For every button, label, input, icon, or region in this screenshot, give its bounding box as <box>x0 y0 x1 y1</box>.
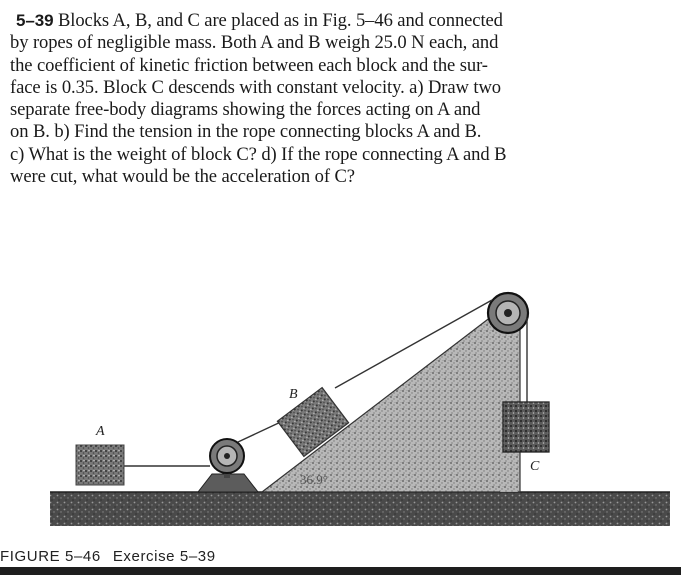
angle-label: 36.9° <box>300 472 328 487</box>
figure-caption-label: FIGURE 5–46 <box>0 548 101 565</box>
problem-text <box>10 10 650 188</box>
rope-pulley-to-b <box>238 420 285 442</box>
figure-caption <box>0 548 216 565</box>
ground-surface <box>50 492 670 526</box>
problem-line-2: by ropes of negligible mass. Both A and B weigh 25.0 N each, and <box>10 32 499 54</box>
figure-caption-title: Exercise 5–39 <box>112 548 216 565</box>
page-bottom-edge <box>0 567 681 575</box>
block-c <box>503 402 549 452</box>
inclined-plane <box>262 310 520 492</box>
figure-illustration <box>0 270 681 555</box>
problem-line-1: 5–39 Blocks A, B, and C are placed as in Fig. 5–46 and connected <box>16 10 503 31</box>
problem-line-7: c) What is the weight of block C? d) If the rope connecting A and B <box>10 143 507 165</box>
problem-number: 5–39 <box>16 11 54 30</box>
problem-line-4: face is 0.35. Block C descends with constant velocity. a) Draw two <box>10 76 502 98</box>
figure-5-46 <box>0 270 681 555</box>
problem-line-3: the coefficient of kinetic friction between each block and the sur- <box>10 54 488 76</box>
block-c-label: C <box>530 459 540 474</box>
problem-line-6: on B. b) Find the tension in the rope connecting blocks A and B. <box>10 121 482 143</box>
block-b-label: B <box>289 387 298 402</box>
problem-line-5: separate free-body diagrams showing the forces acting on A and <box>10 99 481 121</box>
problem-line-8: were cut, what would be the acceleration of C? <box>10 166 355 188</box>
block-a-label: A <box>96 424 105 439</box>
block-a <box>76 445 124 485</box>
